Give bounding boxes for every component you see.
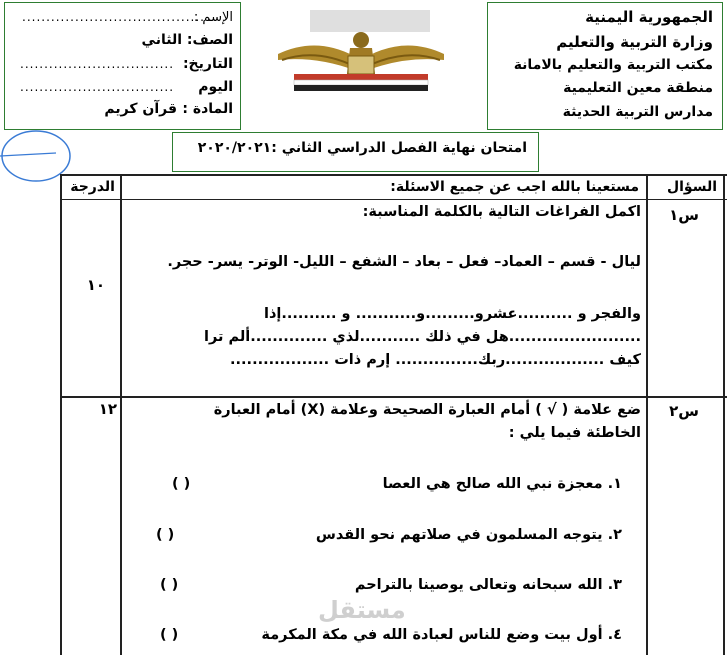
table-border-left — [60, 174, 62, 655]
q1-word-bank: ليال - قسم – العماد– فعل – بعاد – الشفع – الليل- الوتر- يسر- حجر. — [167, 254, 641, 270]
q2-item-1-answer-brackets[interactable]: ( ) — [172, 476, 191, 492]
grade-value: الثاني — [141, 32, 182, 48]
yemen-emblem-icon — [276, 26, 446, 98]
table-border-right — [723, 174, 725, 655]
q1-number: س١ — [669, 206, 699, 224]
q1-grade: ١٠ — [86, 276, 105, 294]
q2-title-line-2: الخاطئة فيما يلي : — [508, 425, 641, 441]
district-name: منطقة معين التعليمية — [563, 80, 713, 96]
ministry-name: وزارة التربية والتعليم — [556, 33, 713, 51]
subject-value: قرآن كريم — [104, 101, 177, 117]
table-col-grade — [120, 174, 122, 655]
column-header-instruction: مستعينا بالله اجب عن جميع الاسئلة: — [390, 179, 639, 195]
column-header-question: السؤال — [666, 179, 717, 195]
table-col-question — [646, 174, 648, 655]
subject-label: المادة : — [182, 101, 233, 117]
q2-number: س٢ — [669, 402, 699, 420]
school-name: مدارس التربية الحديثة — [562, 104, 713, 120]
q2-item-4: ٤. أول بيت وضع للناس لعبادة الله في مكة المكرمة — [261, 627, 622, 643]
q2-grade: ١٢ — [98, 400, 117, 418]
exam-title: امتحان نهاية الفصل الدراسي الثاني :٢٠٢٠/٢٠٢١ — [197, 140, 527, 156]
day-field[interactable]: ................................ — [20, 80, 175, 94]
table-header-bottom — [60, 199, 727, 200]
day-label: اليوم — [198, 79, 233, 95]
table-border-top — [60, 174, 727, 176]
office-name: مكتب التربية والتعليم بالامانة — [513, 57, 713, 73]
country-name: الجمهورية اليمنية — [585, 8, 713, 26]
q2-title-line-1: ضع علامة ( √ ) أمام العبارة الصحيحة وعلامة (X) أمام العبارة — [213, 402, 641, 418]
date-field[interactable]: ................................ — [20, 57, 175, 71]
name-label: الإسم : — [193, 10, 233, 25]
q1-fill-line-3[interactable]: كيف ..................ربك............... إرم ذات .................. — [230, 352, 641, 368]
watermark-logo: مستقل — [318, 596, 406, 624]
q2-item-2-answer-brackets[interactable]: ( ) — [156, 527, 175, 543]
q2-item-4-answer-brackets[interactable]: ( ) — [160, 627, 179, 643]
q2-item-1: ١. معجزة نبي الله صالح هي العصا — [382, 476, 622, 492]
q1-fill-line-2[interactable]: ........................هل في ذلك ...........لذي ..............ألم ترا — [203, 329, 641, 345]
date-label: التاريخ: — [182, 56, 233, 72]
q1-fill-line-1[interactable]: والفجر و ..........عشرو.........و........... و ..........إذا — [264, 306, 641, 322]
q2-item-3-answer-brackets[interactable]: ( ) — [160, 577, 179, 593]
q2-item-3: ٣. الله سبحانه وتعالى يوصينا بالتراحم — [354, 577, 622, 593]
grade-label: الصف: — [186, 32, 233, 48]
name-field[interactable]: ...................................... — [22, 10, 205, 24]
q1-title: اكمل الفراغات التالية بالكلمة المناسبة: — [362, 204, 641, 220]
q2-item-2: ٢. يتوجه المسلمون في صلاتهم نحو القدس — [315, 527, 622, 543]
column-header-grade: الدرجة — [70, 179, 115, 195]
table-row-separator — [60, 396, 727, 398]
